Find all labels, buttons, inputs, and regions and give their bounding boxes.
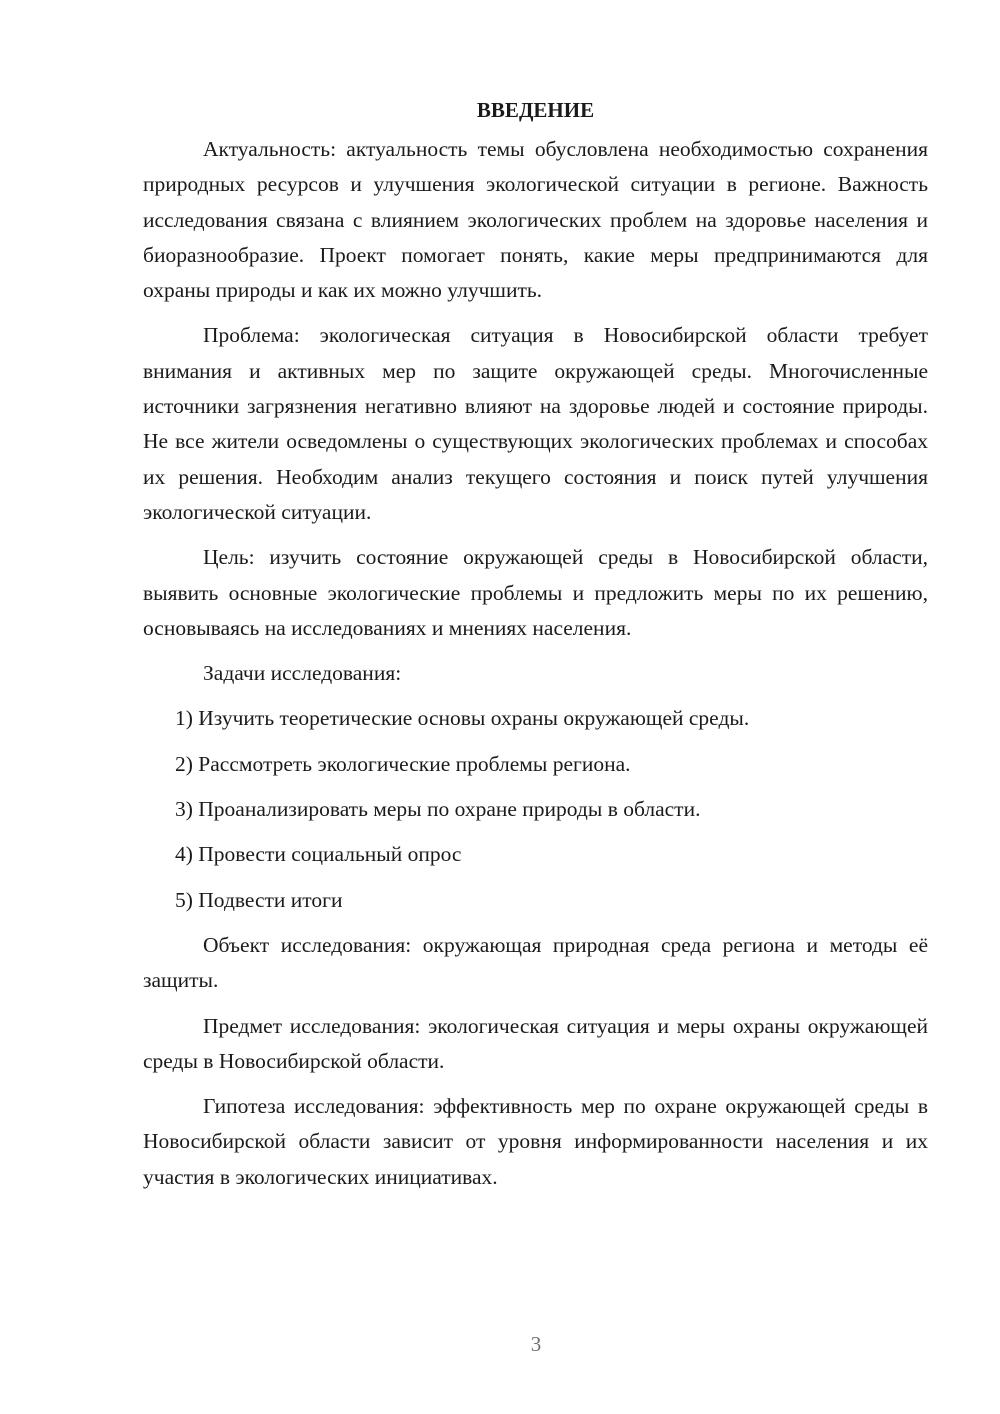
task-item: 1) Изучить теоретические основы охраны окружающей среды. (175, 706, 750, 731)
task-item: 5) Подвести итоги (175, 887, 343, 912)
task-item: 2) Рассмотреть экологические проблемы региона. (175, 751, 631, 776)
page-heading: ВВЕДЕНИЕ (476, 98, 595, 122)
document-page (143, 93, 928, 1205)
task-item: 3) Проанализировать меры по охране природы в области. (175, 797, 701, 822)
tasks-title: Задачи исследования: (203, 661, 402, 686)
problem-paragraph: Проблема: экологическая ситуация в Новосибирской области требует внимания и активных мер по защите окружающей среды. Многочисленные источники загрязнения негативно влияют на здоровье людей и состояние природы. Не все жители осведомлены о существующих экологических проблемах и способах их решения. Необходим анализ текущего состояния и поиск путей улучшения экологической ситуации. (143, 323, 928, 524)
task-item: 4) Провести социальный опрос (175, 842, 462, 867)
object-paragraph: Объект исследования: окружающая природная среда региона и методы её защиты. (143, 932, 928, 993)
goal-paragraph: Цель: изучить состояние окружающей среды в Новосибирской области, выявить основные экологические проблемы и предложить меры по их решению, основываясь на исследованиях и мнениях населения. (143, 545, 928, 640)
hypothesis-paragraph: Гипотеза исследования: эффективность мер по охране окружающей среды в Новосибирской области зависит от уровня информированности населения и их участия в экологических инициативах. (143, 1094, 928, 1189)
subject-paragraph: Предмет исследования: экологическая ситуация и меры охраны окружающей среды в Новосибирской области. (143, 1013, 928, 1073)
page-number: 3 (530, 1332, 542, 1356)
relevance-paragraph: Актуальность: актуальность темы обусловлена необходимостью сохранения природных ресурсов и улучшения экологической ситуации в регионе. Важность исследования связана с влиянием экологических проблем на здоровье населения и биоразнообразие. Проект помогает понять, какие меры предпринимаются для охраны природы и как их можно улучшить. (143, 137, 928, 303)
